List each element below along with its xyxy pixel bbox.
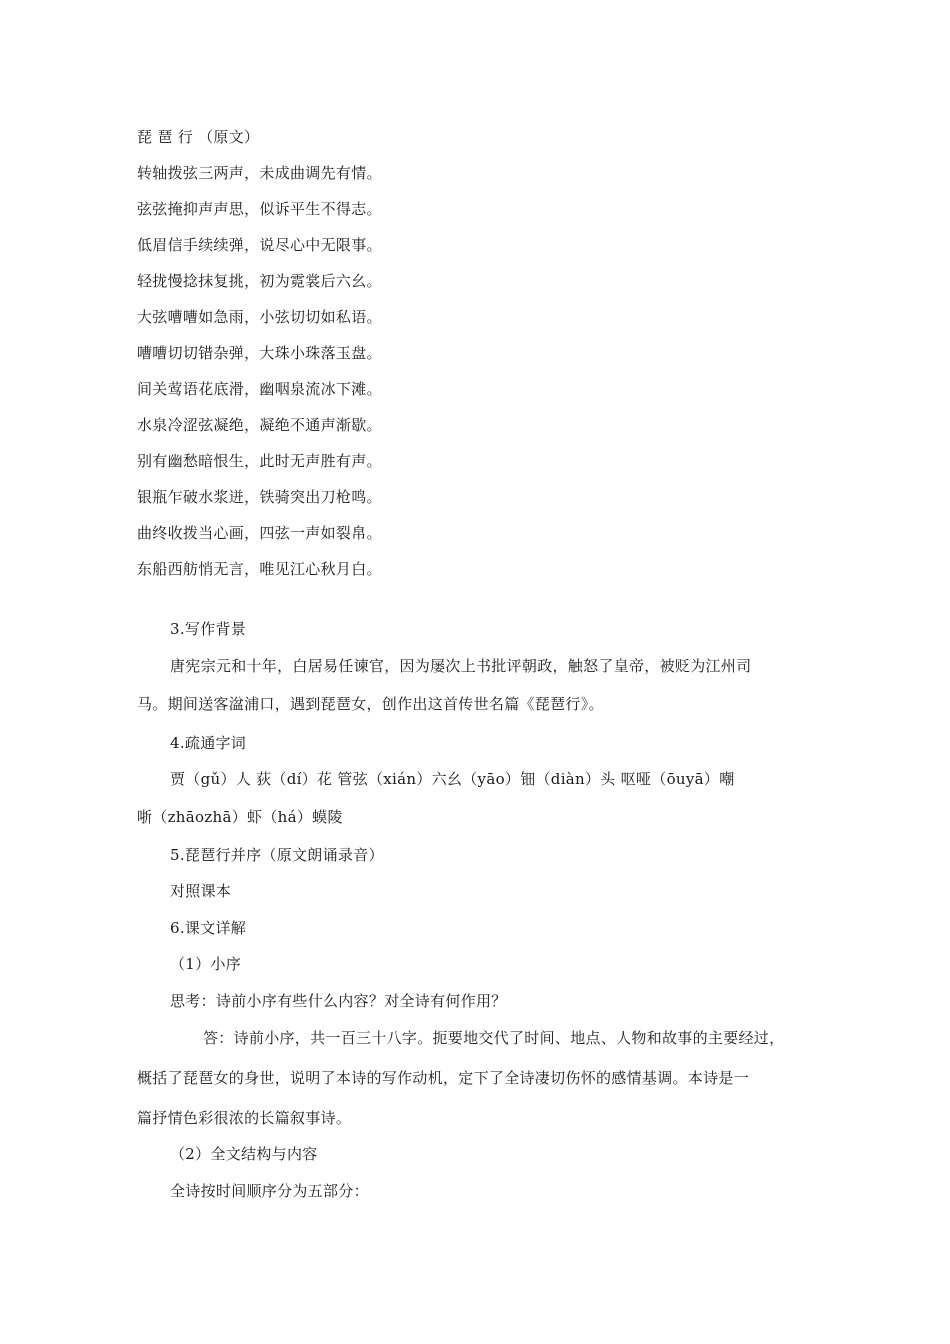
section-heading-vocabulary: 4.疏通字词 [170,734,247,752]
poem-line: 别有幽愁暗恨生，此时无声胜有声。 [137,452,382,470]
answer-line: 概括了琵琶女的身世，说明了本诗的写作动机，定下了全诗凄切伤怀的感情基调。本诗是一 [137,1069,750,1087]
poem-line: 大弦嘈嘈如急雨，小弦切切如私语。 [137,308,382,326]
recording-note: 对照课本 [170,882,232,900]
poem-line: 弦弦掩抑声声思，似诉平生不得志。 [137,200,382,218]
poem-line: 嘈嘈切切错杂弹，大珠小珠落玉盘。 [137,344,382,362]
vocabulary-line: 哳（zhāozhā）虾（há）蟆陵 [137,808,343,826]
section-heading-explanation: 6.课文详解 [170,919,247,937]
poem-line: 东船西舫悄无言，唯见江心秋月白。 [137,560,382,578]
poem-line: 间关莺语花底滑，幽咽泉流冰下滩。 [137,380,382,398]
subheading-preface: （1）小序 [170,955,242,973]
section-heading-recording: 5.琵琶行并序（原文朗诵录音） [170,846,384,864]
structure-text: 全诗按时间顺序分为五部分： [170,1182,369,1200]
answer-line: 答：诗前小序，共一百三十八字。扼要地交代了时间、地点、人物和故事的主要经过， [203,1029,785,1047]
vocabulary-line: 贾（gǔ）人 荻（dí）花 管弦（xián）六幺（yāo）钿（diàn）头 呕哑（ōuyā）嘲 [170,770,735,788]
poem-title: 琵 琶 行 （原文） [137,128,260,146]
poem-line: 曲终收拨当心画，四弦一声如裂帛。 [137,524,382,542]
poem-line: 转轴拨弦三两声，未成曲调先有情。 [137,164,382,182]
section-heading-background: 3.写作背景 [170,620,247,638]
background-paragraph-line: 马。期间送客湓浦口，遇到琵琶女，创作出这首传世名篇《琵琶行》。 [137,695,604,713]
question-text: 思考：诗前小序有些什么内容？对全诗有何作用？ [170,992,507,1010]
poem-line: 轻拢慢捻抹复挑，初为霓裳后六幺。 [137,272,382,290]
poem-line: 银瓶乍破水浆迸，铁骑突出刀枪鸣。 [137,488,382,506]
poem-line: 水泉冷涩弦凝绝，凝绝不通声渐歇。 [137,416,382,434]
answer-line: 篇抒情色彩很浓的长篇叙事诗。 [137,1109,352,1127]
poem-line: 低眉信手续续弹，说尽心中无限事。 [137,236,382,254]
subheading-structure: （2）全文结构与内容 [170,1145,318,1163]
background-paragraph-line: 唐宪宗元和十年，白居易任谏官，因为屡次上书批评朝政，触怒了皇帝，被贬为江州司 [170,657,752,675]
